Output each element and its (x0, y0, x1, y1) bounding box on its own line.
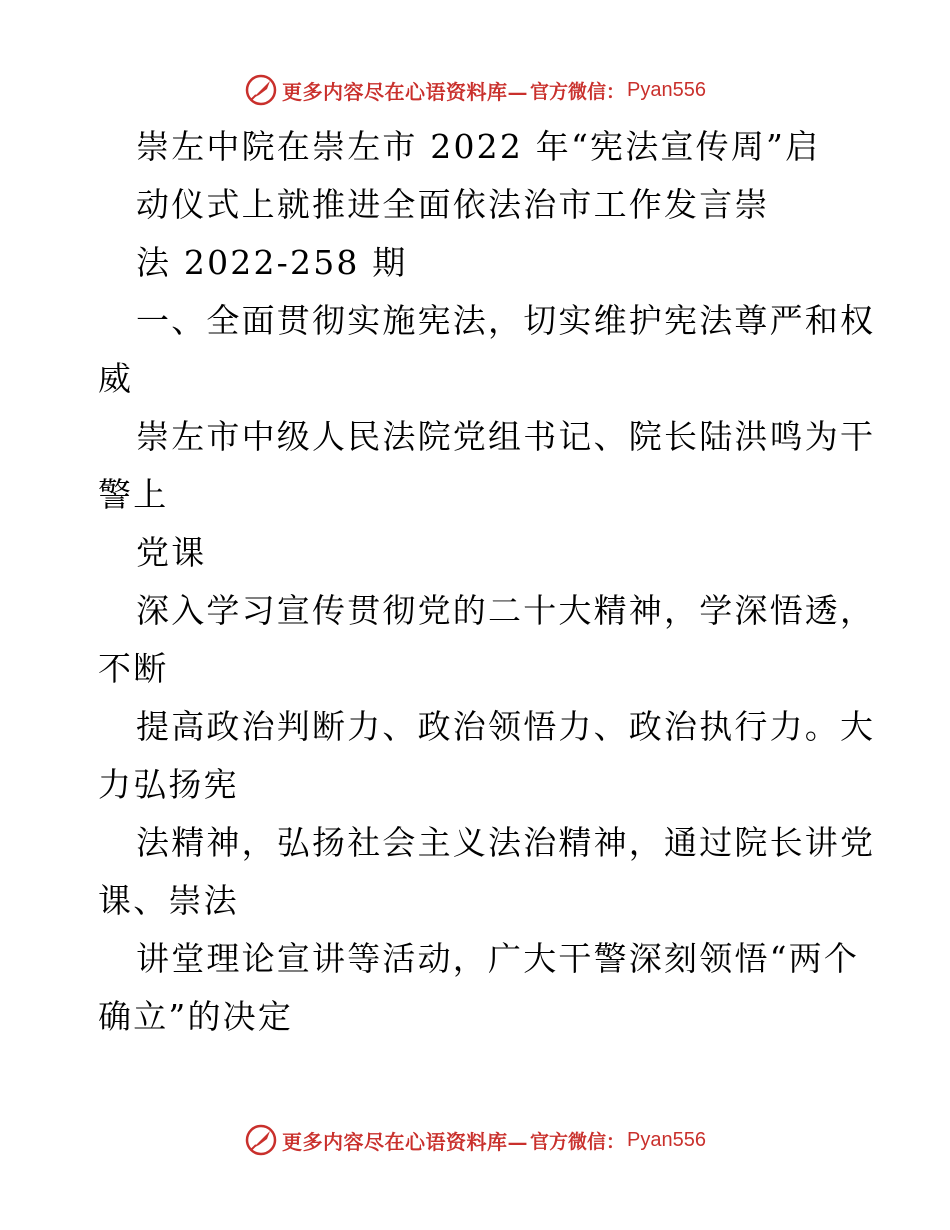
paragraph-line: 提高政治判断力、政治领悟力、政治执行力。大 (136, 707, 876, 746)
footer-wechat-id: Pyan556 (627, 1128, 706, 1151)
paragraph-line: 力弘扬宪 (98, 765, 239, 804)
paragraph-line: 法精神，弘扬社会主义法治精神，通过院长讲党 (136, 823, 876, 862)
section-heading-line-2: 威 (98, 359, 134, 398)
paragraph-line: 深入学习宣传贯彻党的二十大精神，学深悟透， (136, 591, 876, 630)
footer-banner (0, 1120, 950, 1160)
header-wechat-label: 官方微信： (530, 80, 626, 103)
document-body (98, 118, 876, 1046)
paragraph-line: 不断 (98, 649, 169, 688)
title-line-3: 法 2022-258 期 (136, 243, 408, 282)
paragraph-line: 警上 (98, 475, 169, 514)
header-banner (0, 70, 950, 110)
footer-banner-text: 更多内容尽在心语资料库— (282, 1129, 528, 1154)
paragraph-line: 党课 (136, 533, 207, 572)
title-line-1: 崇左中院在崇左市 2022 年“宪法宣传周”启 (136, 127, 821, 166)
quill-logo-icon (244, 1123, 278, 1157)
quill-logo-icon (244, 73, 278, 107)
paragraph-line: 课、崇法 (98, 881, 239, 920)
footer-wechat-label: 官方微信： (530, 1130, 626, 1153)
paragraph-line: 讲堂理论宣讲等活动，广大干警深刻领悟“两个 (136, 939, 860, 978)
section-heading-line-1: 一、全面贯彻实施宪法，切实维护宪法尊严和权 (136, 301, 876, 340)
header-banner-text: 更多内容尽在心语资料库— (282, 79, 528, 104)
header-wechat-id: Pyan556 (627, 78, 706, 101)
title-line-2: 动仪式上就推进全面依法治市工作发言崇 (136, 185, 770, 224)
paragraph-line: 确立”的决定 (98, 997, 294, 1036)
paragraph-line: 崇左市中级人民法院党组书记、院长陆洪鸣为干 (136, 417, 876, 456)
